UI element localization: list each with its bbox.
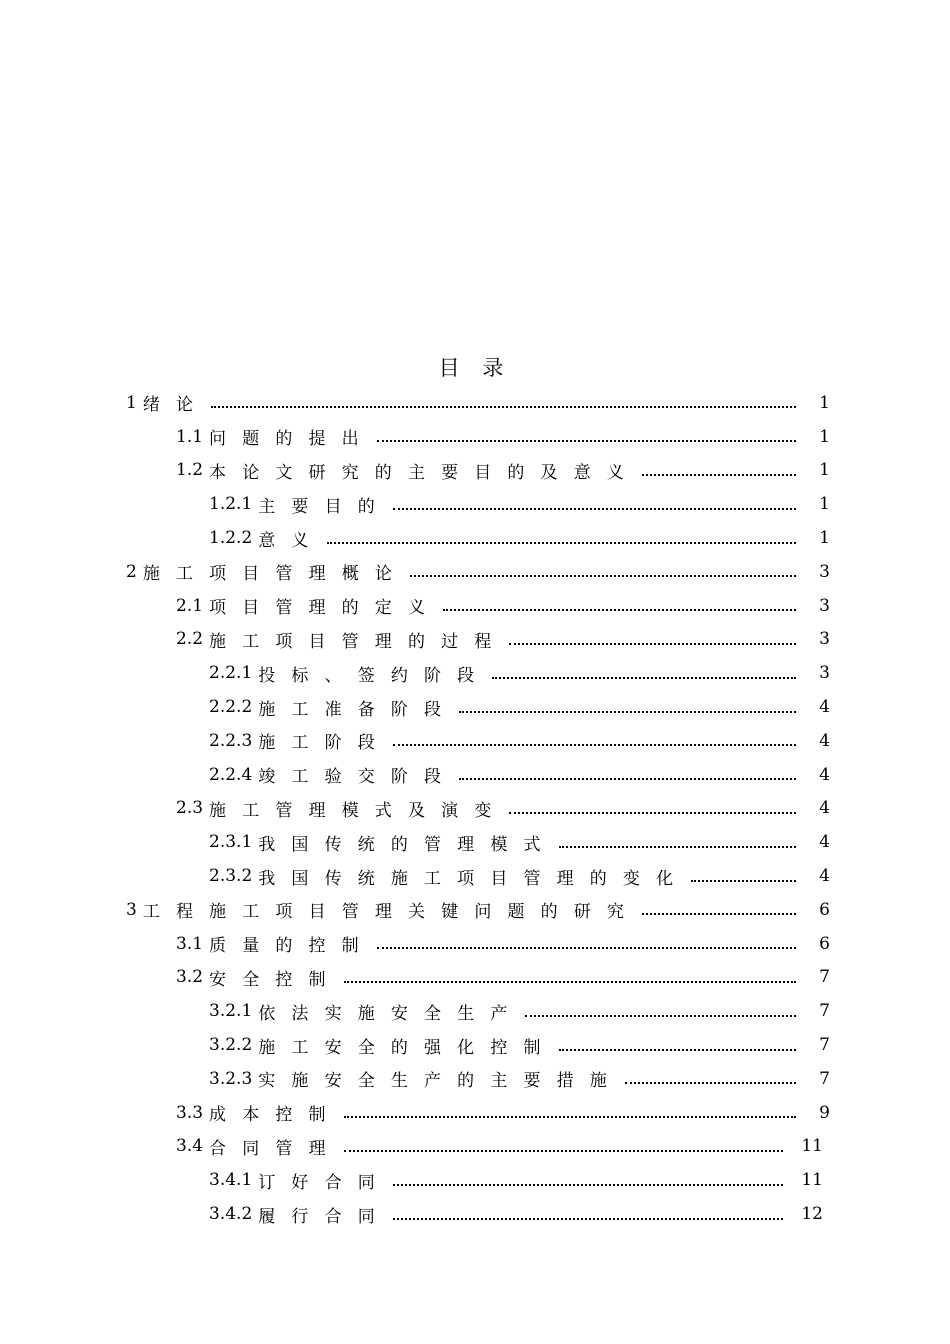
toc-leader-dots	[344, 980, 796, 983]
toc-entry[interactable]	[0, 690, 950, 724]
toc-entry-number: 1.2.1	[209, 494, 253, 515]
toc-entry-text: 施工安全的强化控制	[258, 1037, 557, 1058]
toc-leader-dots	[459, 777, 796, 780]
toc-entry-text: 我国传统的管理模式	[258, 834, 557, 855]
toc-entry-number: 3	[126, 899, 137, 920]
toc-entry-number: 2.2.1	[209, 663, 253, 684]
toc-entry-page: 9	[819, 1102, 830, 1123]
toc-leader-dots	[642, 473, 796, 476]
toc-entry-page: 4	[819, 832, 830, 853]
toc-entry[interactable]	[0, 623, 950, 657]
toc-entry[interactable]	[0, 994, 950, 1028]
toc-entry-page: 1	[819, 460, 830, 481]
toc-entry-page: 1	[819, 528, 830, 549]
toc-entry[interactable]	[0, 1096, 950, 1130]
toc-leader-dots	[509, 642, 796, 645]
toc-entry-number: 2.2.2	[209, 697, 253, 718]
toc-entry-text: 竣工验交阶段	[258, 767, 458, 788]
toc-entry-text: 成本控制	[209, 1105, 342, 1126]
toc-entry-number: 3.1	[176, 933, 204, 954]
toc-entry-number: 1.1	[176, 426, 204, 447]
toc-entry[interactable]	[0, 386, 950, 420]
toc-entry-text: 履行合同	[258, 1206, 391, 1227]
toc-entry-text: 绪论	[142, 395, 210, 416]
toc-leader-dots	[393, 507, 796, 510]
toc-leader-dots	[525, 1014, 796, 1017]
toc-leader-dots	[393, 743, 796, 746]
toc-leader-dots	[691, 879, 796, 882]
toc-entry[interactable]	[0, 927, 950, 961]
toc-entry-page: 1	[819, 494, 830, 515]
toc-entry-page: 11	[801, 1170, 823, 1191]
toc-entry[interactable]	[0, 792, 950, 826]
toc-entry-number: 3.4.2	[209, 1204, 253, 1225]
toc-entry-text: 订好合同	[258, 1172, 391, 1193]
toc-entry-text: 施工项目管理的过程	[209, 631, 508, 652]
toc-entry-page: 7	[819, 1068, 830, 1089]
toc-entry-page: 7	[819, 1001, 830, 1022]
toc-entry-page: 4	[819, 798, 830, 819]
toc-leader-dots	[211, 405, 796, 408]
toc-entry-text: 施工阶段	[258, 733, 391, 754]
toc-entry-text: 施工管理模式及演变	[209, 800, 508, 821]
toc-entry-page: 3	[819, 561, 830, 582]
toc-entry-page: 6	[819, 899, 830, 920]
toc-entry[interactable]	[0, 1163, 950, 1197]
toc-entry-number: 3.2.3	[209, 1068, 253, 1089]
toc-leader-dots	[559, 1048, 796, 1051]
toc-entry-page: 3	[819, 629, 830, 650]
toc-entry[interactable]	[0, 656, 950, 690]
toc-entry[interactable]	[0, 1130, 950, 1164]
toc-entry-number: 2.2.3	[209, 730, 253, 751]
toc-entry-number: 3.2.2	[209, 1035, 253, 1056]
toc-entry-number: 1	[126, 392, 137, 413]
toc-entry-text: 我国传统施工项目管理的变化	[258, 868, 690, 889]
toc-leader-dots	[559, 845, 796, 848]
toc-entry-text: 依法实施安全生产	[258, 1003, 524, 1024]
toc-entry-page: 7	[819, 967, 830, 988]
toc-entry-text: 实施安全生产的主要措施	[258, 1071, 623, 1092]
toc-leader-dots	[377, 946, 796, 949]
toc-leader-dots	[344, 1115, 796, 1118]
toc-entry[interactable]	[0, 589, 950, 623]
toc-entry-text: 问题的提出	[209, 429, 375, 450]
toc-leader-dots	[443, 608, 796, 611]
toc-leader-dots	[642, 912, 796, 915]
toc-entry-number: 1.2.2	[209, 528, 253, 549]
toc-entry-text: 安全控制	[209, 969, 342, 990]
toc-entry[interactable]	[0, 893, 950, 927]
toc-entry-text: 施工项目管理概论	[142, 564, 409, 585]
toc-entry[interactable]	[0, 758, 950, 792]
toc-entry-page: 6	[819, 933, 830, 954]
toc-entry[interactable]	[0, 555, 950, 589]
toc-entry-page: 1	[819, 392, 830, 413]
toc-entry-page: 4	[819, 764, 830, 785]
toc-entry-number: 2.3.2	[209, 866, 253, 887]
toc-entry-text: 主要目的	[258, 496, 391, 517]
toc-leader-dots	[492, 676, 796, 679]
toc-entry-number: 3.3	[176, 1102, 204, 1123]
toc-leader-dots	[459, 710, 796, 713]
toc-entry-number: 2.2	[176, 629, 204, 650]
toc-leader-dots	[377, 439, 796, 442]
toc-entry[interactable]	[0, 454, 950, 488]
toc-entry-number: 3.4	[176, 1136, 204, 1157]
toc-entry-number: 2	[126, 561, 137, 582]
toc-leader-dots	[410, 574, 796, 577]
toc-entry-number: 2.2.4	[209, 764, 253, 785]
toc-leader-dots	[625, 1081, 796, 1084]
toc-list	[0, 386, 950, 1231]
toc-entry-page: 4	[819, 866, 830, 887]
toc-leader-dots	[509, 811, 796, 814]
toc-title: 目 录	[438, 356, 512, 380]
toc-leader-dots	[393, 1183, 783, 1186]
toc-entry[interactable]	[0, 825, 950, 859]
toc-entry-text: 施工准备阶段	[258, 699, 458, 720]
toc-entry-page: 4	[819, 730, 830, 751]
toc-entry-number: 3.2.1	[209, 1001, 253, 1022]
toc-entry[interactable]	[0, 1062, 950, 1096]
toc-entry-page: 7	[819, 1035, 830, 1056]
toc-entry[interactable]	[0, 487, 950, 521]
toc-entry[interactable]	[0, 961, 950, 995]
toc-entry[interactable]	[0, 859, 950, 893]
toc-entry[interactable]	[0, 1197, 950, 1231]
toc-entry-number: 2.1	[176, 595, 204, 616]
toc-entry-page: 12	[801, 1204, 823, 1225]
toc-entry-text: 意义	[258, 530, 325, 551]
toc-entry-number: 3.2	[176, 967, 204, 988]
toc-entry-number: 2.3.1	[209, 832, 253, 853]
toc-entry[interactable]	[0, 521, 950, 555]
toc-entry-text: 质量的控制	[209, 936, 375, 957]
toc-entry[interactable]	[0, 420, 950, 454]
toc-entry-text: 本论文研究的主要目的及意义	[209, 462, 640, 483]
toc-entry-page: 3	[819, 663, 830, 684]
toc-entry-text: 投标、签约阶段	[258, 665, 491, 686]
toc-entry-page: 4	[819, 697, 830, 718]
toc-leader-dots	[344, 1149, 783, 1152]
toc-entry-page: 3	[819, 595, 830, 616]
toc-entry-text: 项目管理的定义	[209, 598, 442, 619]
toc-leader-dots	[393, 1217, 783, 1220]
toc-leader-dots	[327, 541, 796, 544]
toc-entry-page: 1	[819, 426, 830, 447]
toc-entry-text: 工程施工项目管理关键问题的研究	[142, 902, 641, 923]
toc-entry-page: 11	[801, 1136, 823, 1157]
toc-entry[interactable]	[0, 724, 950, 758]
toc-entry-number: 3.4.1	[209, 1170, 253, 1191]
toc-entry-text: 合同管理	[209, 1138, 342, 1159]
toc-entry-number: 2.3	[176, 798, 204, 819]
toc-entry-number: 1.2	[176, 460, 204, 481]
toc-entry[interactable]	[0, 1028, 950, 1062]
